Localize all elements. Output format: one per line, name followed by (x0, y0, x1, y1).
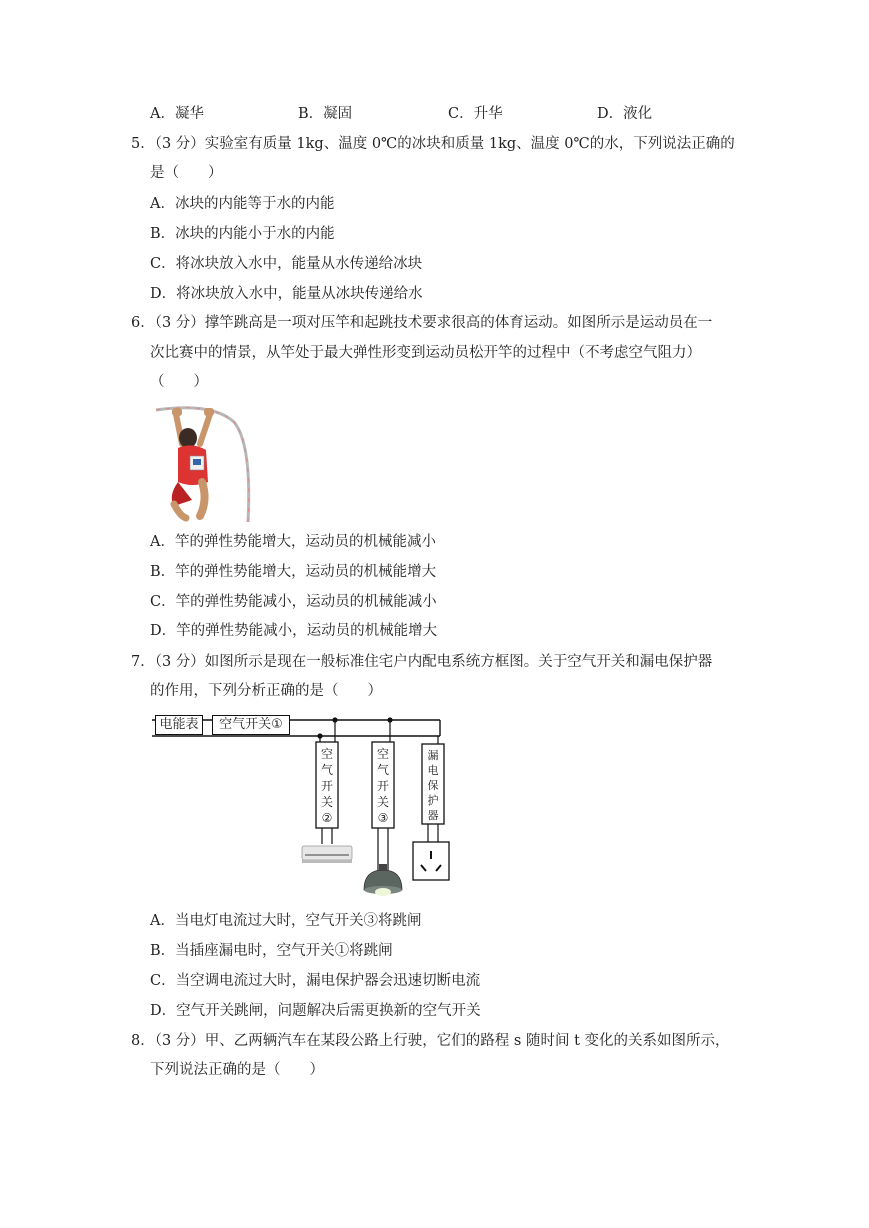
q6-stem-line1: 6．（3 分）撑竿跳高是一项对压竿和起跳技术要求很高的体育运动。如图所示是运动员在一 (131, 315, 713, 331)
switch2-char: 气 (320, 763, 333, 777)
q5-option-c: C．将冰块放入水中，能量从水传递给冰块 (150, 256, 423, 272)
socket-icon (413, 842, 449, 880)
switch3-char: 开 (376, 779, 389, 793)
main-air-switch-box (212, 715, 290, 735)
switch2-char: ② (321, 811, 333, 825)
switch2-char: 空 (320, 747, 333, 761)
q7-option-b: B．当插座漏电时，空气开关①将跳闸 (150, 943, 393, 959)
switch3-char: ③ (377, 811, 389, 825)
rcd-char: 护 (427, 794, 439, 807)
q8-stem-line1: 8．（3 分）甲、乙两辆汽车在某段公路上行驶，它们的路程 s 随时间 t 变化的关系如图所示， (131, 1033, 730, 1049)
q6-option-c: C．竿的弹性势能减小，运动员的机械能减小 (150, 594, 437, 610)
q5-option-b: B．冰块的内能小于水的内能 (150, 226, 335, 242)
air-conditioner-icon (302, 846, 352, 863)
air-switch-3-label (372, 746, 394, 826)
rcd-char: 保 (427, 779, 439, 792)
rcd-char: 漏 (427, 749, 439, 762)
q4-option-d: D．液化 (597, 106, 653, 122)
q6-option-b: B．竿的弹性势能增大，运动员的机械能增大 (150, 564, 437, 580)
q7-option-d: D．空气开关跳闸，问题解决后需更换新的空气开关 (150, 1003, 481, 1019)
switch2-char: 关 (320, 795, 333, 809)
q7-stem-line1: 7．（3 分）如图所示是现在一般标准住宅户内配电系统方框图。关于空气开关和漏电保护器 (131, 654, 713, 670)
q6-stem-line3: （ ） (150, 374, 208, 390)
rcd-char: 电 (427, 764, 439, 777)
q4-options (150, 104, 710, 124)
switch3-char: 关 (376, 795, 389, 809)
q6-option-a: A．竿的弹性势能增大，运动员的机械能减小 (150, 534, 436, 550)
switch3-char: 空 (376, 747, 389, 761)
q7-option-a: A．当电灯电流过大时，空气开关③将跳闸 (150, 913, 422, 929)
switch2-char: 开 (320, 779, 333, 793)
rcd-char: 器 (427, 809, 439, 822)
electric-meter-box (155, 715, 203, 735)
q5-stem-line1: 5．（3 分）实验室有质量 1kg、温度 0℃的冰块和质量 1kg、温度 0℃的水，下列说法正确的 (131, 136, 735, 152)
q5-option-a: A．冰块的内能等于水的内能 (150, 196, 335, 212)
q7-option-c: C．当空调电流过大时，漏电保护器会迅速切断电流 (150, 973, 481, 989)
pole-vault-photo (152, 404, 252, 524)
air-switch-2-label (316, 746, 338, 826)
q4-option-a: A．凝华 (150, 106, 204, 122)
leakage-protector-label (422, 748, 444, 823)
distribution-diagram (150, 712, 450, 902)
q6-option-d: D．竿的弹性势能减小，运动员的机械能增大 (150, 623, 438, 639)
q4-option-b: B．凝固 (298, 106, 353, 122)
q6-stem-line2: 次比赛中的情景，从竿处于最大弹性形变到运动员松开竿的过程中（不考虑空气阻力） (150, 345, 701, 361)
lamp-icon (364, 864, 402, 896)
q4-option-c: C．升华 (448, 106, 503, 122)
q8-stem-line2: 下列说法正确的是（ ） (150, 1062, 324, 1078)
switch3-char: 气 (376, 763, 389, 777)
main-air-switch-label: 空气开关① (219, 717, 283, 732)
q5-option-d: D．将冰块放入水中，能量从冰块传递给水 (150, 286, 423, 302)
q7-stem-line2: 的作用，下列分析正确的是（ ） (150, 683, 382, 699)
q5-stem-line2: 是（ ） (150, 165, 223, 181)
electric-meter-label: 电能表 (159, 717, 199, 732)
